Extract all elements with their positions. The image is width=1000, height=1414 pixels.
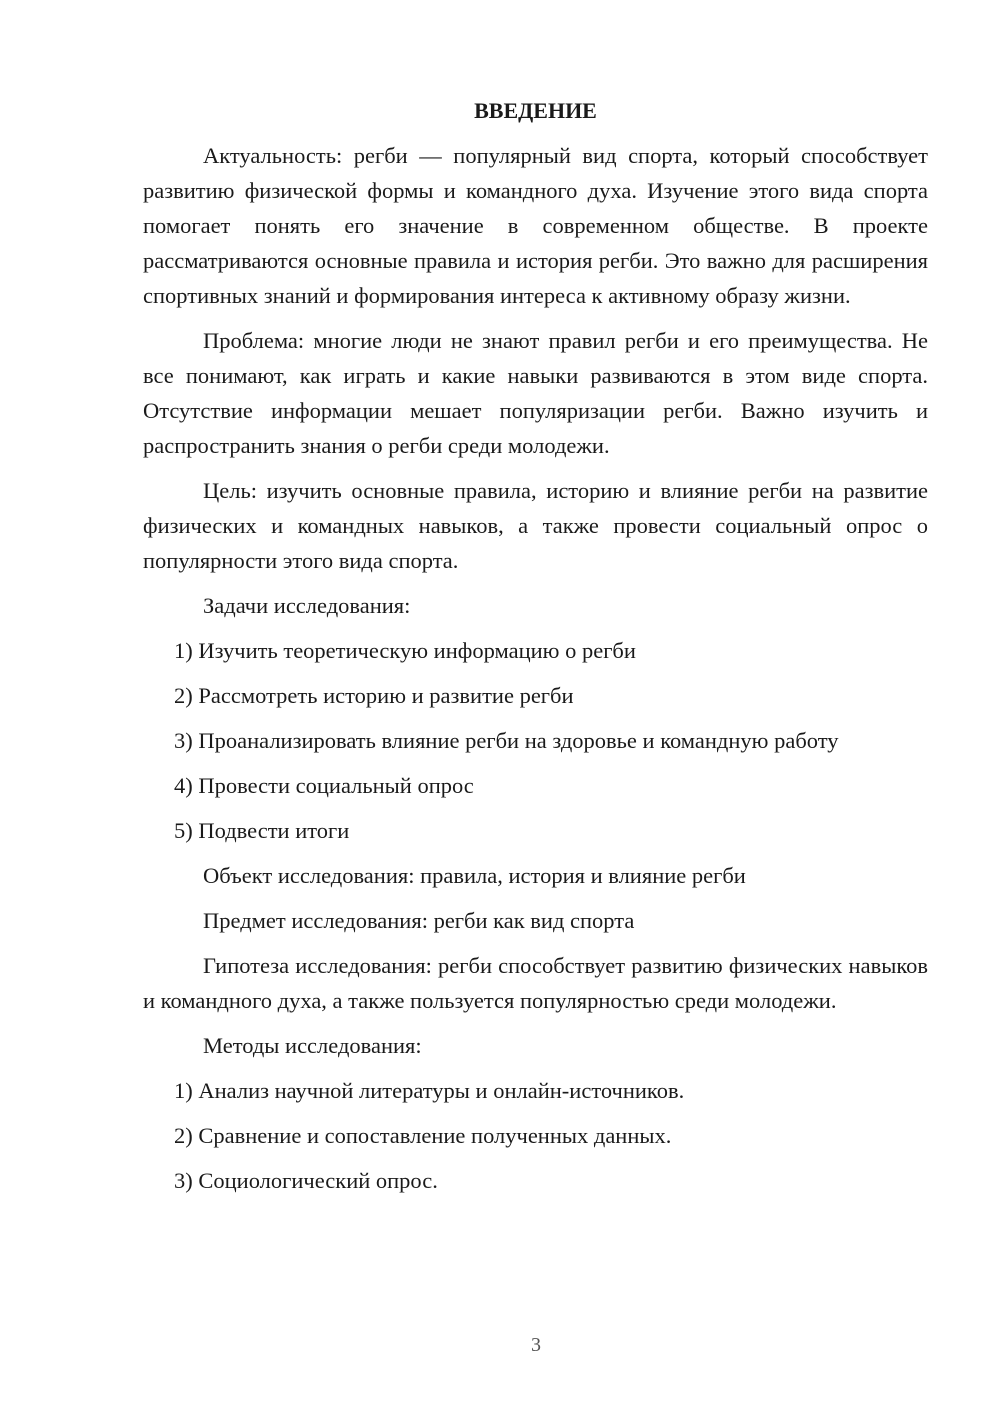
list-item: 3) Проанализировать влияние регби на здоровье и командную работу bbox=[174, 728, 839, 753]
page-title: ВВЕДЕНИЕ bbox=[474, 98, 597, 123]
list-item: 2) Рассмотреть историю и развитие регби bbox=[174, 683, 574, 708]
research-subject: Предмет исследования: регби как вид спорта bbox=[203, 908, 635, 933]
methods-list bbox=[143, 1073, 928, 1198]
list-item: 3) Социологический опрос. bbox=[174, 1168, 438, 1193]
problem-paragraph: Проблема: многие люди не знают правил регби и его преимущества. Не все понимают, как играть и какие навыки развиваются в этом виде спорта. Отсутствие информации мешает популяризации регби. Важно изучить и распространить знания о регби среди молодежи. bbox=[143, 328, 928, 458]
document-body bbox=[143, 96, 928, 1208]
hypothesis-paragraph: Гипотеза исследования: регби способствует развитию физических навыков и командного духа, а также пользуется популярностью среди молодежи. bbox=[143, 953, 928, 1013]
tasks-heading: Задачи исследования: bbox=[203, 593, 411, 618]
relevance-paragraph: Актуальность: регби — популярный вид спорта, который способствует развитию физической формы и командного духа. Изучение этого вида спорта помогает понять его значение в современном обществе. В проекте рассматриваются основные правила и история регби. Это важно для расширения спортивных знаний и формирования интереса к активному образу жизни. bbox=[143, 143, 928, 308]
methods-heading: Методы исследования: bbox=[203, 1033, 422, 1058]
research-object: Объект исследования: правила, история и влияние регби bbox=[203, 863, 746, 888]
list-item: 5) Подвести итоги bbox=[174, 818, 350, 843]
goal-paragraph: Цель: изучить основные правила, историю и влияние регби на развитие физических и командных навыков, а также провести социальный опрос о популярности этого вида спорта. bbox=[143, 478, 928, 573]
list-item: 2) Сравнение и сопоставление полученных данных. bbox=[174, 1123, 672, 1148]
tasks-list bbox=[143, 633, 928, 848]
list-item: 1) Изучить теоретическую информацию о регби bbox=[174, 638, 636, 663]
page-number: 3 bbox=[531, 1334, 541, 1356]
list-item: 1) Анализ научной литературы и онлайн-источников. bbox=[174, 1078, 685, 1103]
list-item: 4) Провести социальный опрос bbox=[174, 773, 474, 798]
